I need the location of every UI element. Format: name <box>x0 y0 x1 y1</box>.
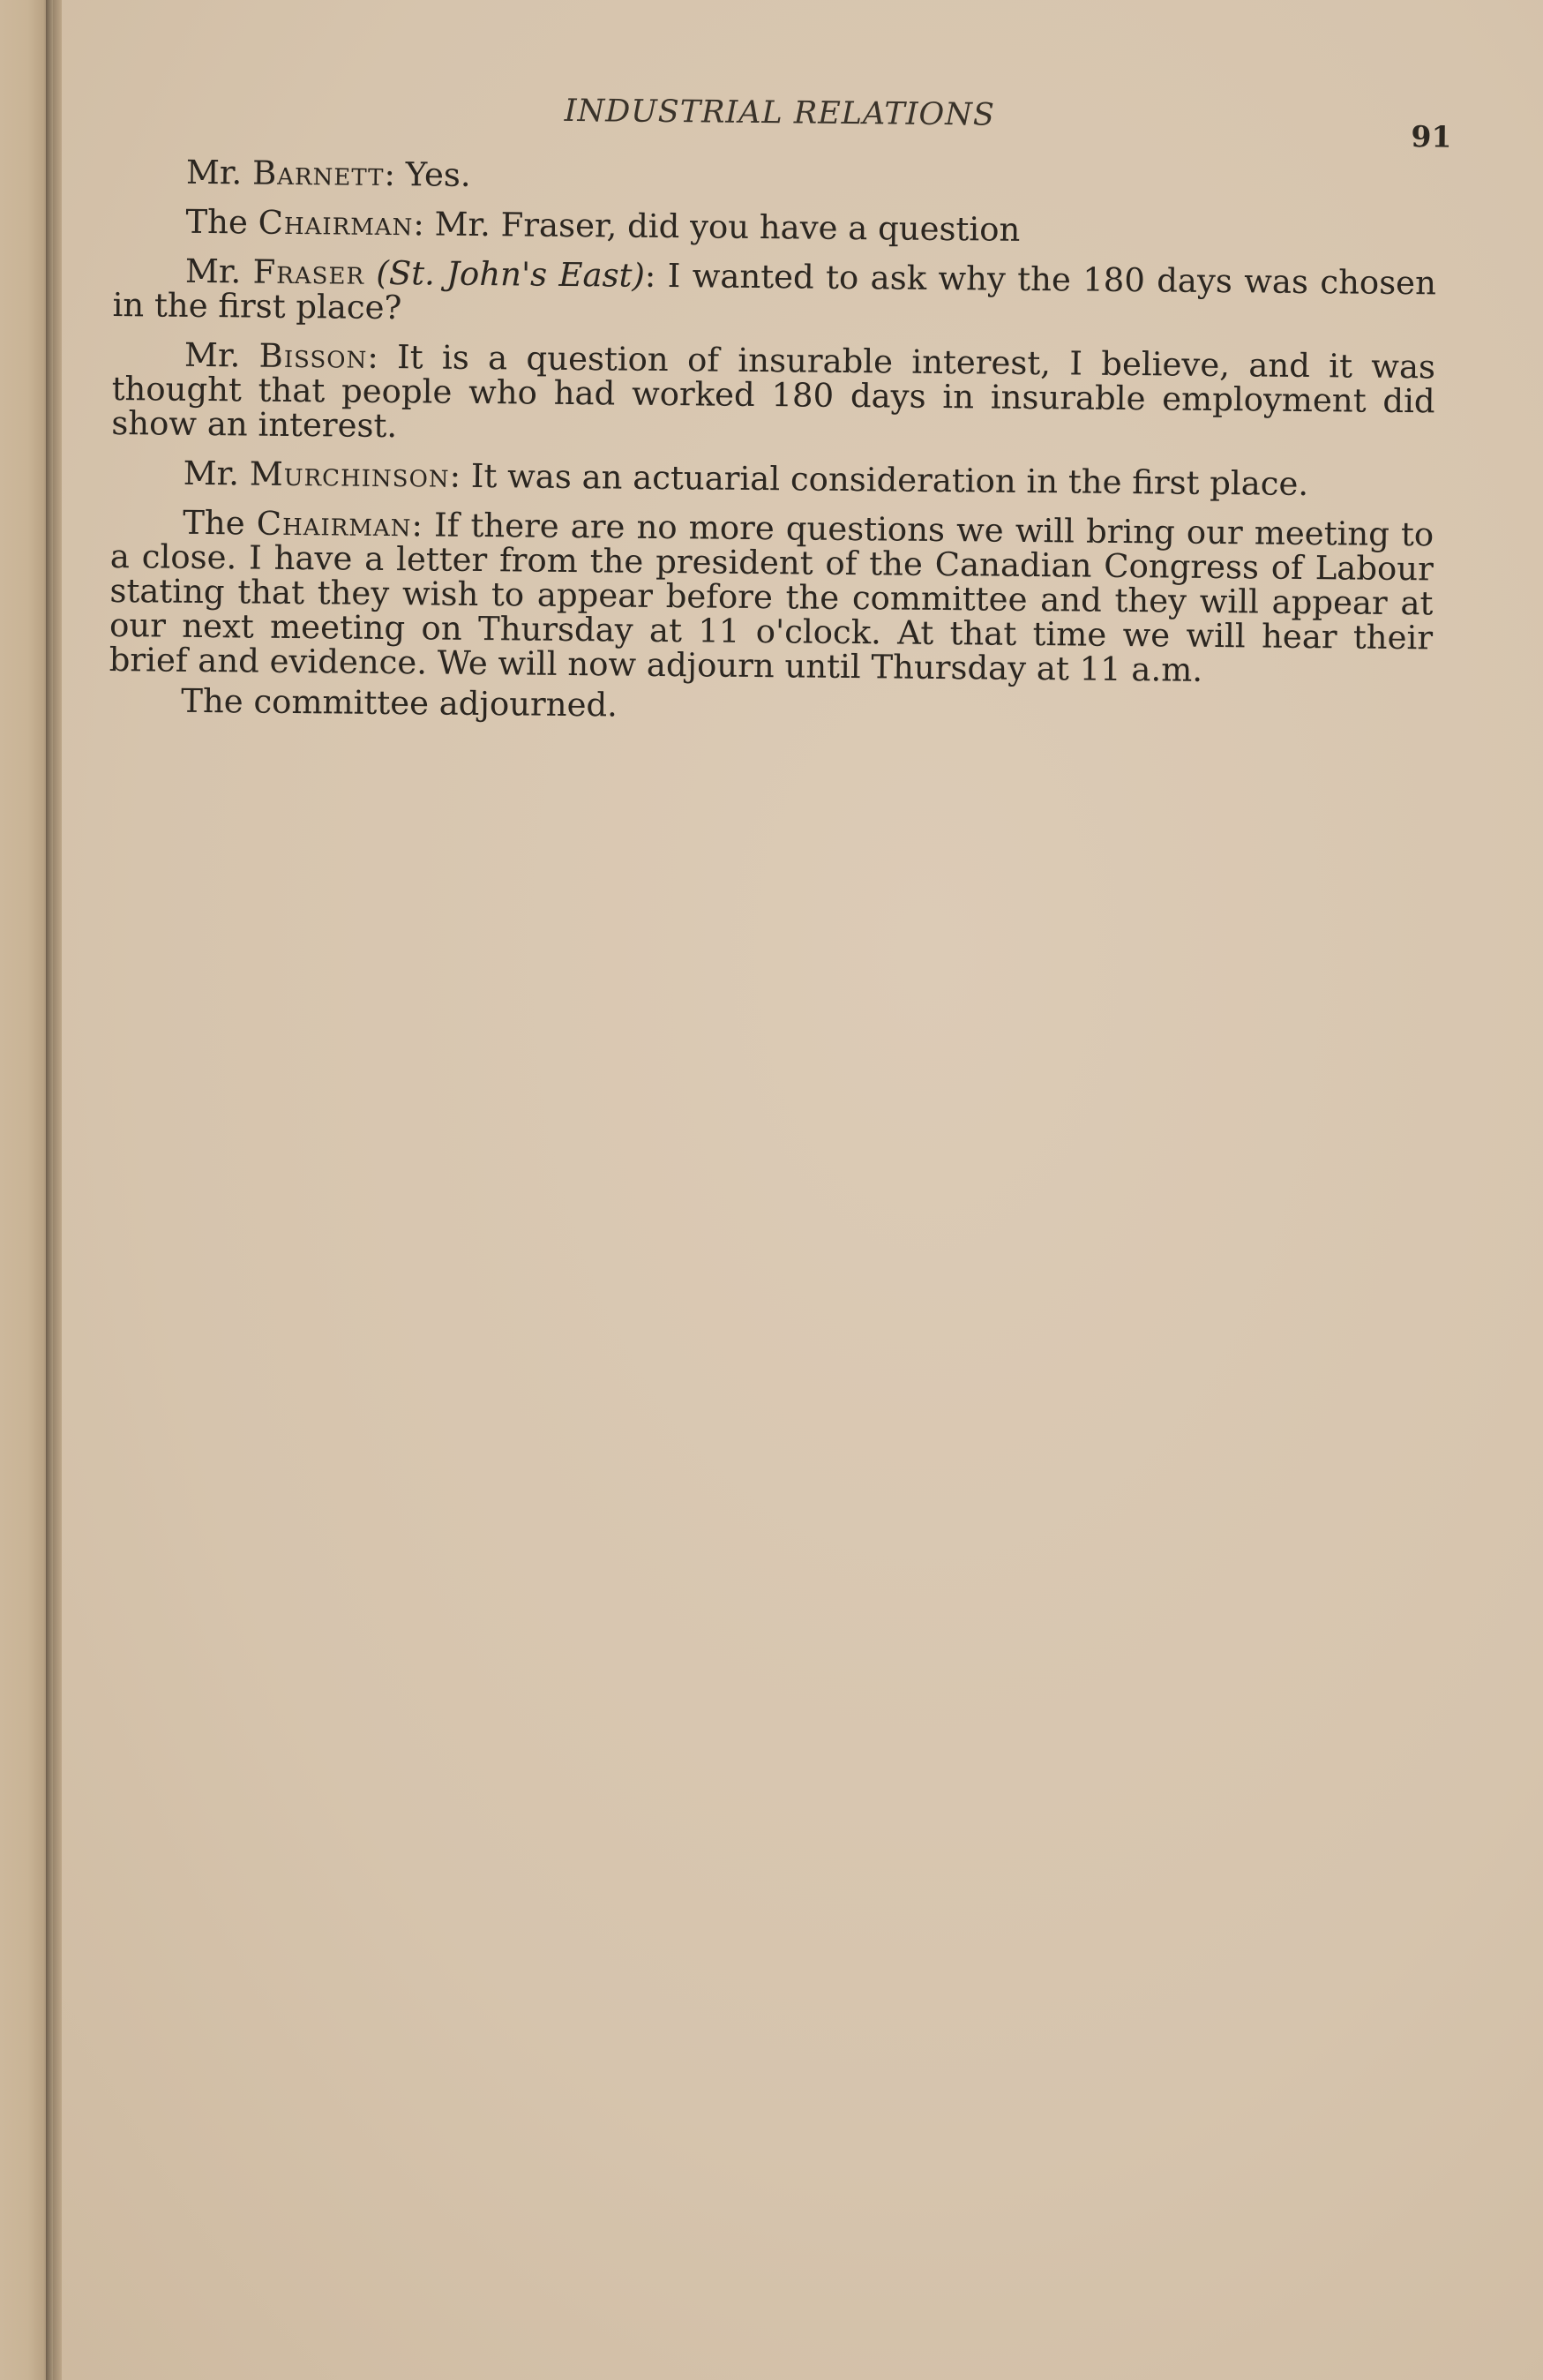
paragraph-murchinson <box>111 455 1434 502</box>
speaker-prefix: Mr. <box>184 335 241 375</box>
running-head: INDUSTRIAL RELATIONS <box>564 93 996 133</box>
speaker-name: Fraser <box>252 252 365 292</box>
speaker-prefix: Mr. <box>185 153 243 192</box>
paragraph-text: : I wanted to ask why the 180 days was chosen in the first place? <box>112 256 1437 327</box>
binding-edge <box>46 0 53 2380</box>
transcript-body <box>109 154 1437 745</box>
closing-line: The committee adjourned. <box>181 681 618 725</box>
paragraph-text: : It is a question of insurable interest, I believe, and it was thought that people who had worked 180 days in insurable employment did show an interest. <box>111 337 1436 446</box>
paragraph-chairman-1 <box>113 204 1436 251</box>
paragraph-chairman-2 <box>109 505 1434 689</box>
speaker-name: Murchinson <box>249 454 450 495</box>
speaker-riding: (St. John's East) <box>376 253 646 295</box>
paragraph-text: : Yes. <box>384 154 471 194</box>
page-content <box>109 84 1452 725</box>
speaker-name: Bisson <box>258 336 368 376</box>
paragraph-text: : Mr. Fraser, did you have a question <box>413 205 1021 249</box>
paragraph-fraser <box>112 253 1436 334</box>
paragraph-text: : It was an actuarial consideration in the first place. <box>449 456 1309 504</box>
speaker-prefix: The <box>183 503 245 543</box>
speaker-prefix: The <box>185 202 249 242</box>
speaker-prefix: Mr. <box>183 454 240 493</box>
paragraph-barnett <box>114 154 1437 201</box>
paragraph-bisson <box>111 337 1435 453</box>
speaker-name: Barnett <box>251 154 385 193</box>
speaker-name: Chairman <box>256 504 412 544</box>
paragraph-text: : If there are no more questions we will bring our meeting to a close. I have a letter from the president of the Canadian Congress of Labour stating that they wish to appear before the committee and they will appear at our next meeting on Thursday at 11 o'clock. At that time we will hear their brief and evidence. We will now adjourn until Thursday at 11 a.m. <box>109 506 1434 689</box>
page-number: 91 <box>1411 119 1452 154</box>
speaker-prefix: Mr. <box>184 252 242 291</box>
speaker-name: Chairman <box>258 203 414 244</box>
